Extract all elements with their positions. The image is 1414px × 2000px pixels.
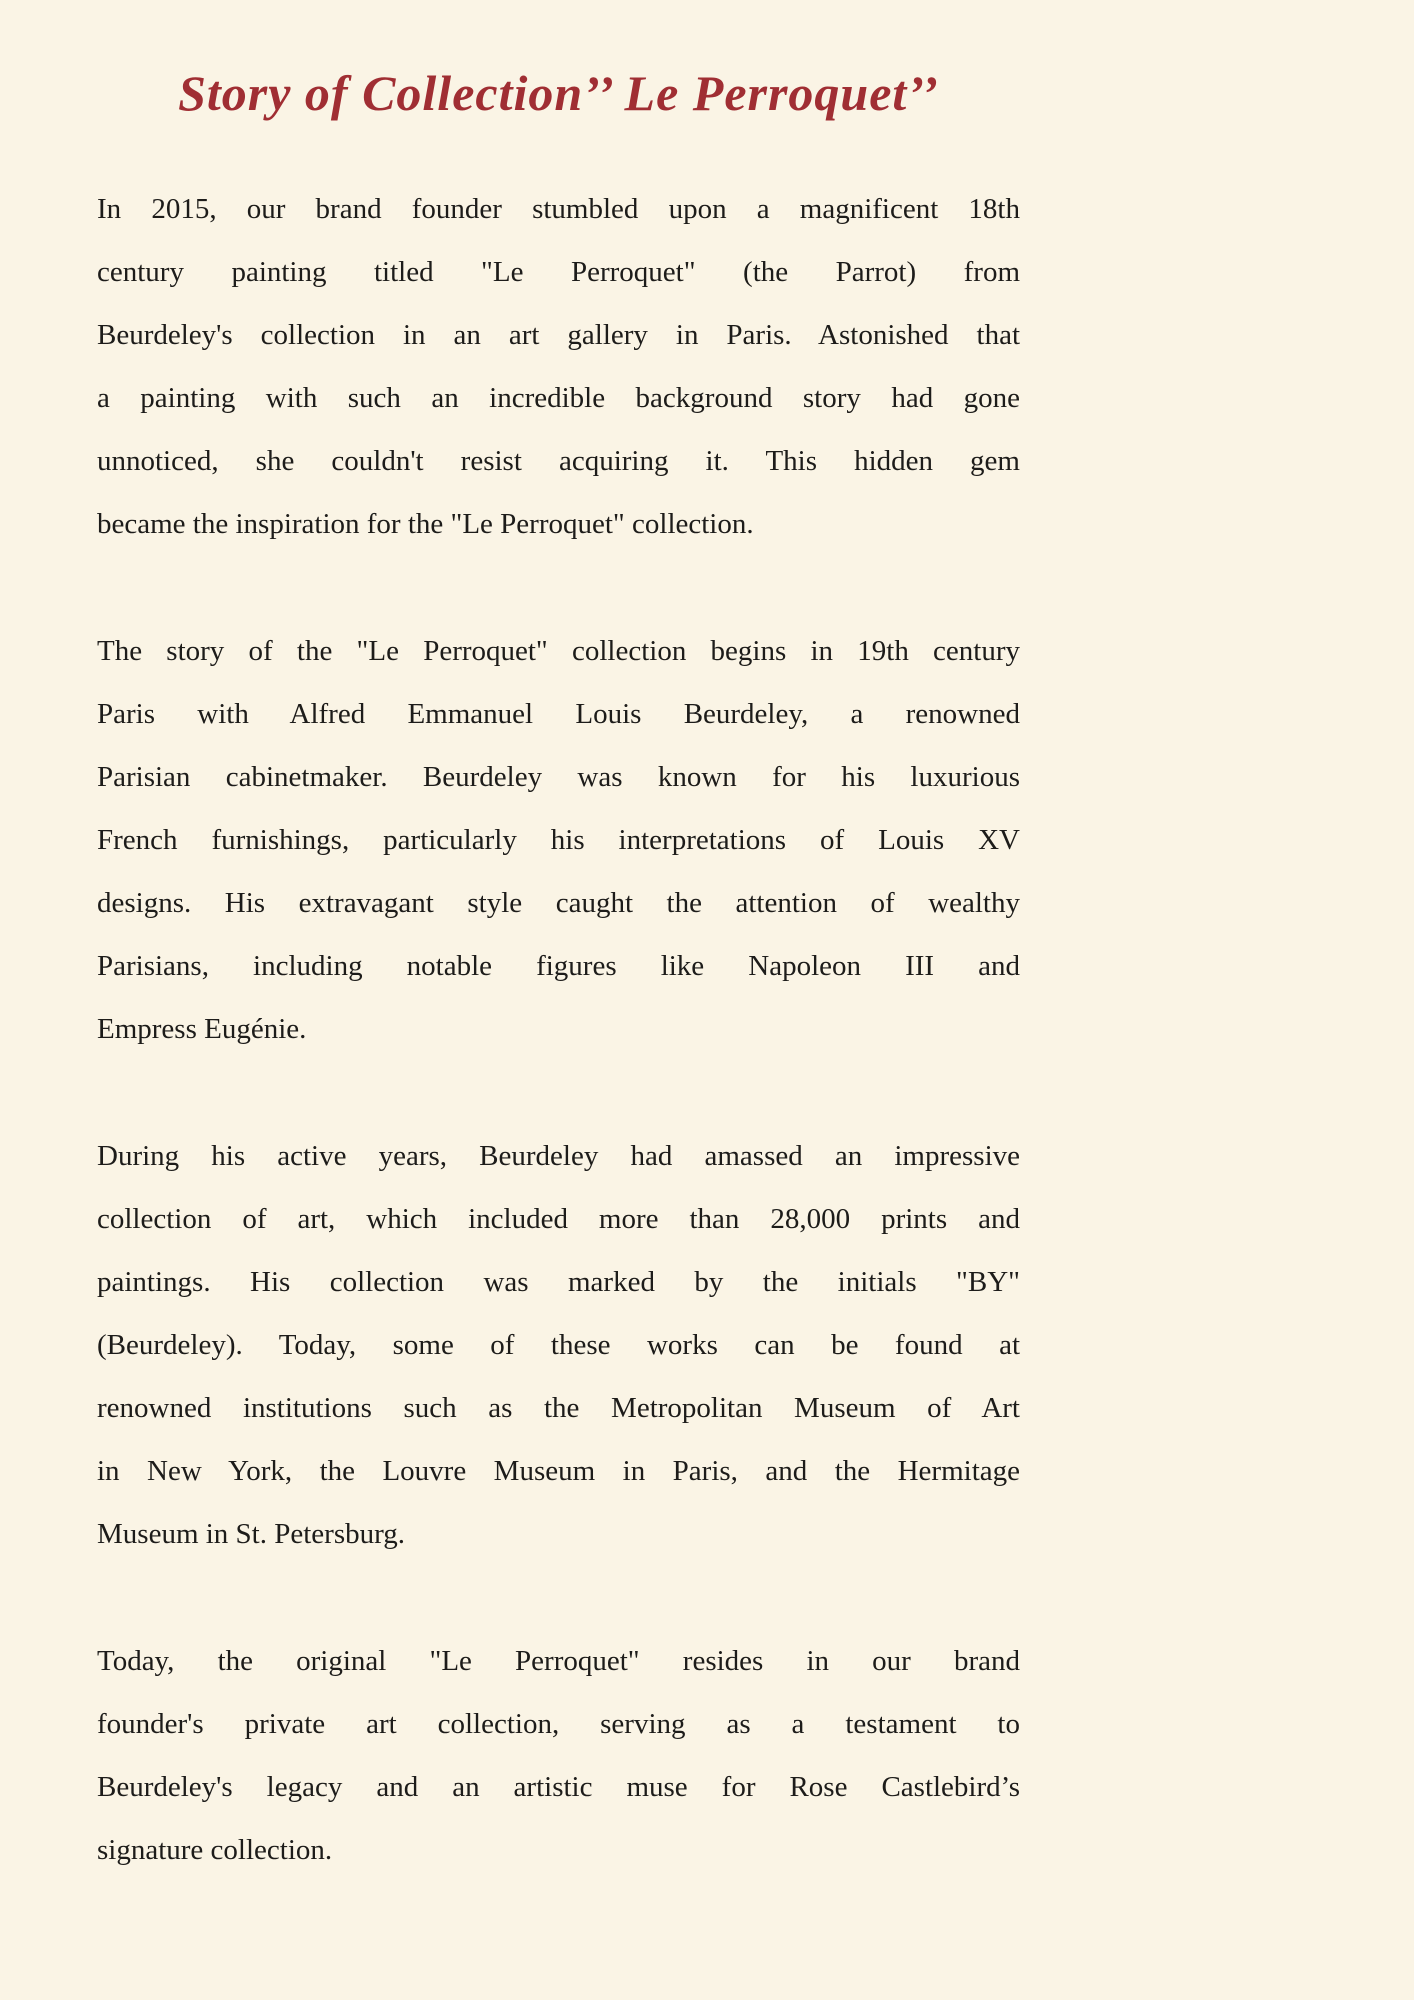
paragraph-line: French furnishings, particularly his interpretations of Louis XV (97, 824, 1020, 856)
paragraph-line: founder's private art collection, serving as a testament to (97, 1708, 1020, 1740)
paragraph-line: renowned institutions such as the Metropolitan Museum of Art (97, 1392, 1020, 1424)
paragraph-line: Today, the original "Le Perroquet" resides in our brand (97, 1645, 1020, 1677)
page-title: Story of Collection’’ Le Perroquet’’ (178, 65, 939, 121)
paragraph-line: designs. His extravagant style caught the attention of wealthy (97, 887, 1020, 919)
story-paragraph (97, 620, 1020, 1061)
paragraph-line: unnoticed, she couldn't resist acquiring it. This hidden gem (97, 445, 1020, 477)
paragraph-line: Beurdeley's collection in an art gallery in Paris. Astonished that (97, 319, 1020, 351)
paragraph-line: signature collection. (97, 1834, 333, 1866)
paragraph-line: collection of art, which included more than 28,000 prints and (97, 1203, 1020, 1235)
paragraph-line: During his active years, Beurdeley had amassed an impressive (97, 1140, 1020, 1172)
paragraph-line: In 2015, our brand founder stumbled upon a magnificent 18th (97, 193, 1020, 225)
paragraph-line: (Beurdeley). Today, some of these works can be found at (97, 1329, 1020, 1361)
paragraph-line: in New York, the Louvre Museum in Paris, and the Hermitage (97, 1455, 1020, 1487)
paragraph-line: a painting with such an incredible background story had gone (97, 382, 1020, 414)
story-paragraph (97, 1630, 1020, 1882)
article-body (97, 178, 1020, 1882)
paragraph-line: century painting titled "Le Perroquet" (the Parrot) from (97, 256, 1020, 288)
paragraph-line: The story of the "Le Perroquet" collection begins in 19th century (97, 635, 1020, 667)
paragraph-line: Empress Eugénie. (97, 1013, 307, 1045)
paragraph-line: Parisian cabinetmaker. Beurdeley was known for his luxurious (97, 761, 1020, 793)
story-paragraph (97, 178, 1020, 556)
paragraph-line: Beurdeley's legacy and an artistic muse for Rose Castlebird’s (97, 1771, 1020, 1803)
paragraph-line: Parisians, including notable figures like Napoleon III and (97, 950, 1020, 982)
paragraph-line: paintings. His collection was marked by the initials "BY" (97, 1266, 1020, 1298)
paragraph-line: Paris with Alfred Emmanuel Louis Beurdeley, a renowned (97, 698, 1020, 730)
paragraph-line: Museum in St. Petersburg. (97, 1518, 405, 1550)
story-paragraph (97, 1125, 1020, 1566)
paragraph-line: became the inspiration for the "Le Perroquet" collection. (97, 508, 754, 540)
